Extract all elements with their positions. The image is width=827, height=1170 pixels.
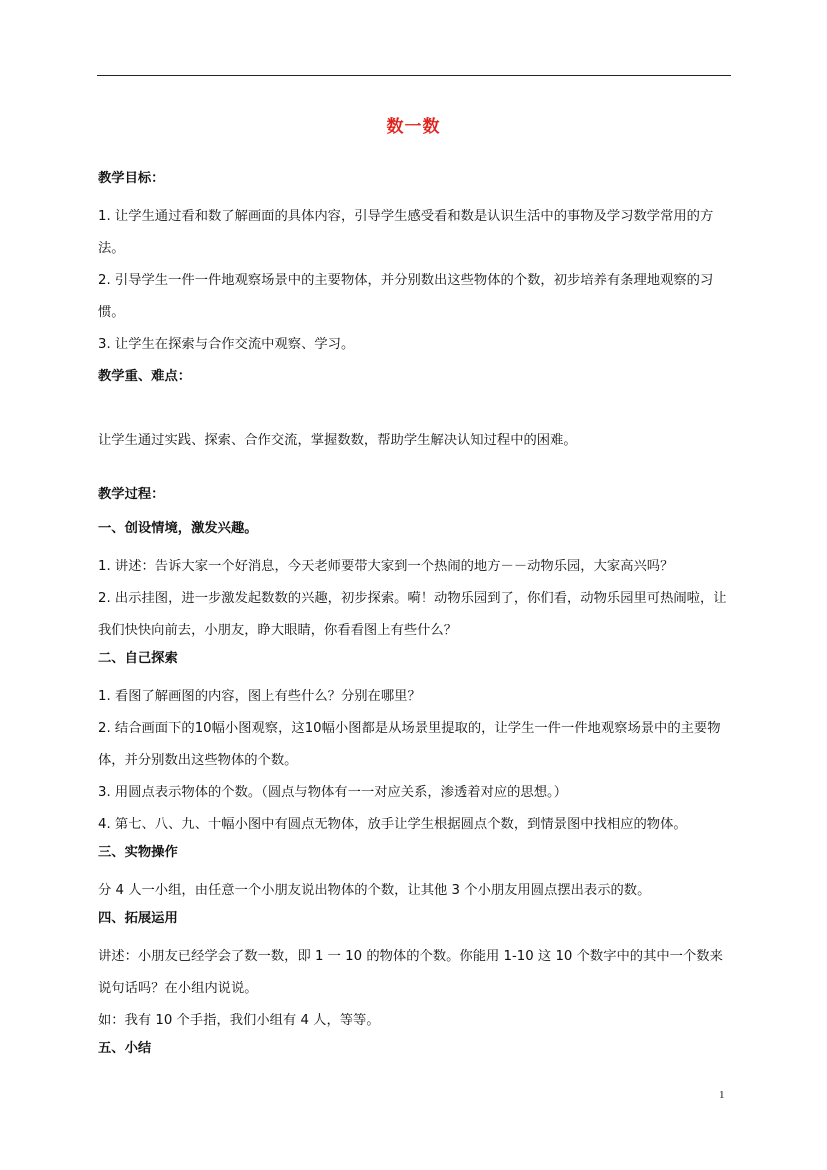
document-body — [98, 167, 732, 1071]
key-points-text: 让学生通过实践、探索、合作交流，掌握数数，帮助学生解决认知过程中的困难。 — [98, 433, 577, 448]
section-2-item-4: 4. 第七、八、九、十幅小图中有圆点无物体，放手让学生根据圆点个数，到情景图中找相应的物体。 — [98, 817, 687, 832]
section-4-item-2: 如：我有 10 个手指，我们小组有 4 人，等等。 — [98, 1013, 380, 1028]
header-rule — [97, 75, 731, 76]
goal-item-2: 2. 引导学生一件一件地观察场景中的主要物体，并分别数出这些物体的个数，初步培养有条理地观察的习惯。 — [98, 273, 714, 320]
page-title: 数一数 — [386, 117, 441, 137]
section-2-item-1: 1. 看图了解画图的内容，图上有些什么？分别在哪里？ — [98, 689, 421, 704]
section-1-item-1: 1. 讲述：告诉大家一个好消息，今天老师要带大家到一个热闹的地方－－动物乐园，大家高兴吗？ — [98, 559, 674, 574]
section-3-item-1: 分 4 人一小组，由任意一个小朋友说出物体的个数，让其他 3 个小朋友用圆点摆出表示的数。 — [98, 883, 651, 898]
section-4-item-1: 讲述：小朋友已经学会了数一数，即 1 一 10 的物体的个数。你能用 1-10 这 10 个数字中的其中一个数来说句话吗？在小组内说说。 — [98, 949, 723, 996]
section-4-heading: 四、拓展运用 — [98, 911, 178, 926]
section-2-item-3: 3. 用圆点表示物体的个数。（圆点与物体有一一对应关系，渗透着对应的思想。） — [98, 785, 568, 800]
section-2-heading: 二、自己探索 — [98, 651, 178, 666]
section-1-item-2: 2. 出示挂图，进一步激发起数数的兴趣，初步探索。嗬！动物乐园到了，你们看，动物乐园里可热闹啦，让我们快快向前去，小朋友，睁大眼睛，你看看图上有些什么？ — [98, 591, 727, 638]
goal-item-3: 3. 让学生在探索与合作交流中观察、学习。 — [98, 337, 355, 352]
process-heading: 教学过程： — [98, 487, 165, 502]
section-3-heading: 三、实物操作 — [98, 845, 178, 860]
goals-heading: 教学目标： — [98, 171, 165, 186]
page-number: 1 — [719, 1089, 725, 1101]
section-5-heading: 五、小结 — [98, 1041, 152, 1056]
section-1-heading: 一、创设情境，激发兴趣。 — [98, 521, 258, 536]
key-points-heading: 教学重、难点： — [98, 369, 192, 384]
section-2-item-2: 2. 结合画面下的10幅小图观察，这10幅小图都是从场景里提取的，让学生一件一件地观察场景中的主要物体，并分别数出这些物体的个数。 — [98, 721, 721, 768]
goal-item-1: 1. 让学生通过看和数了解画面的具体内容，引导学生感受看和数是认识生活中的事物及学习数学常用的方法。 — [98, 209, 714, 256]
